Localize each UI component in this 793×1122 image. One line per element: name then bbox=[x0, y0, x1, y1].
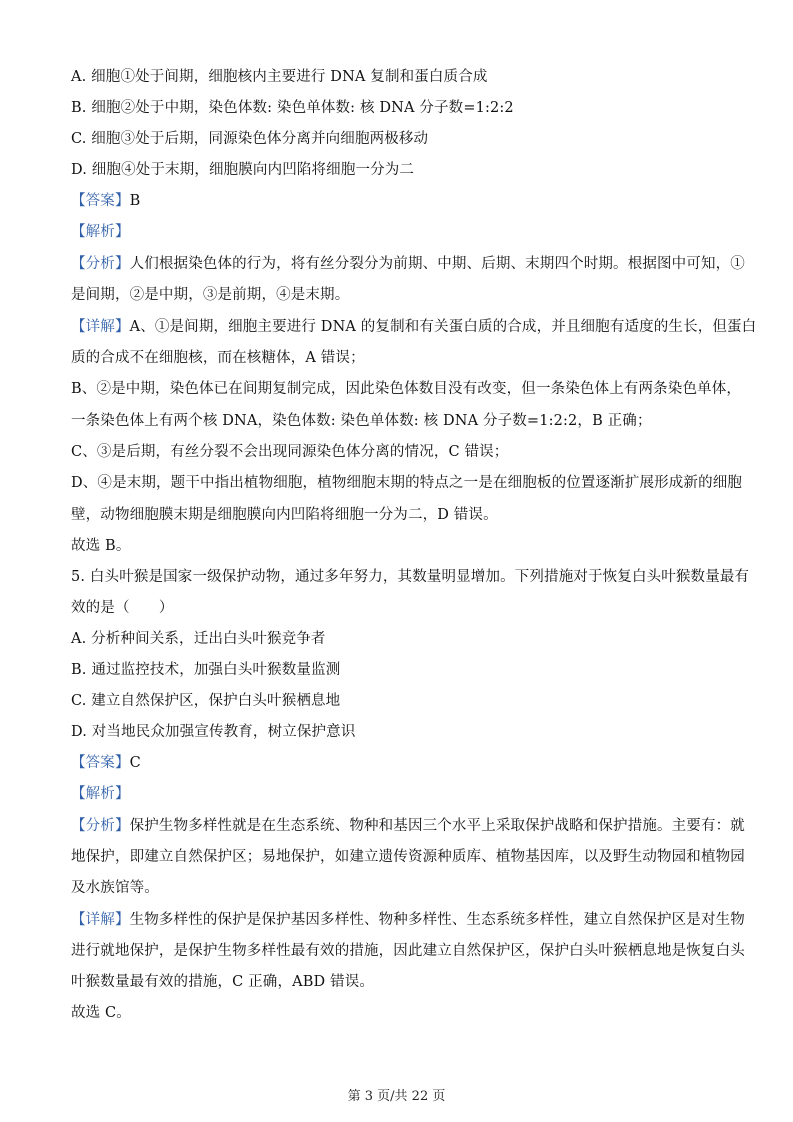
q4-xiangjie-line-7: 壁，动物细胞膜末期是细胞膜向内凹陷将细胞一分为二，D 错误。 bbox=[71, 507, 498, 523]
q5-answer-line bbox=[71, 753, 731, 773]
q4-xiangjie-line-1 bbox=[71, 317, 757, 337]
q4-analysis-line bbox=[71, 222, 731, 242]
q5-fenxi-line-3: 及水族馆等。 bbox=[71, 880, 159, 896]
q5-option-a: A. 分析种间关系，迁出白头叶猴竞争者 bbox=[71, 631, 326, 647]
page-number-footer: 第 3 页/共 22 页 bbox=[347, 1089, 446, 1104]
q4-option-d: D. 细胞④处于末期，细胞膜向内凹陷将细胞一分为二 bbox=[71, 162, 415, 178]
q5-option-b: B. 通过监控技术，加强白头叶猴数量监测 bbox=[71, 662, 341, 678]
q4-xiangjie-line-3: B、②是中期，染色体已在间期复制完成，因此染色体数目没有改变，但一条染色体上有两条染色单体， bbox=[71, 381, 742, 397]
q4-xiangjie-tag: 【详解】 bbox=[71, 319, 130, 335]
q4-answer-line bbox=[71, 191, 731, 211]
q5-xiangjie-line-3: 叶猴数量最有效的措施，C 正确，ABD 错误。 bbox=[71, 974, 375, 990]
q4-answer-tag: 【答案】 bbox=[71, 193, 130, 209]
q4-option-a: A. 细胞①处于间期，细胞核内主要进行 DNA 复制和蛋白质合成 bbox=[71, 69, 488, 85]
q4-xiangjie-text-1: A、①是间期，细胞主要进行 DNA 的复制和有关蛋白质的合成，并且细胞有适度的生长，但蛋白 bbox=[129, 319, 757, 335]
q4-fenxi-line-1 bbox=[71, 254, 745, 274]
q5-xiangjie-line-2: 进行就地保护，是保护生物多样性最有效的措施，因此建立自然保护区，保护白头叶猴栖息地是恢复白头 bbox=[71, 943, 745, 959]
q5-fenxi-line-1 bbox=[71, 816, 745, 836]
q5-stem-line-2: 效的是（ ） bbox=[71, 600, 174, 616]
q4-option-c: C. 细胞③处于后期，同源染色体分离并向细胞两极移动 bbox=[71, 131, 429, 147]
q4-conclusion: 故选 B。 bbox=[71, 538, 131, 554]
q5-answer-tag: 【答案】 bbox=[71, 755, 130, 771]
q5-option-c: C. 建立自然保护区，保护白头叶猴栖息地 bbox=[71, 693, 341, 709]
q4-xiangjie-line-5: C、③是后期，有丝分裂不会出现同源染色体分离的情况，C 错误； bbox=[71, 444, 509, 460]
q4-fenxi-line-2: 是间期，②是中期，③是前期，④是末期。 bbox=[71, 287, 350, 303]
q4-xiangjie-line-4: 一条染色体上有两个核 DNA，染色体数: 染色单体数: 核 DNA 分子数=1:2:2，B 正确； bbox=[71, 413, 652, 429]
q4-option-b: B. 细胞②处于中期，染色体数: 染色单体数: 核 DNA 分子数=1:2:2 bbox=[71, 100, 514, 116]
q5-fenxi-text-1: 保护生物多样性就是在生态系统、物种和基因三个水平上采取保护战略和保护措施。主要有：就 bbox=[129, 818, 745, 834]
q4-xiangjie-line-6: D、④是末期，题干中指出植物细胞，植物细胞末期的特点之一是在细胞板的位置逐渐扩展形成新的细胞 bbox=[71, 475, 743, 491]
q5-analysis-line bbox=[71, 784, 731, 804]
q5-analysis-tag: 【解析】 bbox=[71, 786, 130, 802]
q5-conclusion: 故选 C。 bbox=[71, 1005, 131, 1021]
q5-fenxi-line-2: 地保护，即建立自然保护区；易地保护，如建立遗传资源种质库、植物基因库，以及野生动物园和植物园 bbox=[71, 849, 745, 865]
q4-answer-value: B bbox=[129, 193, 141, 209]
q4-analysis-tag: 【解析】 bbox=[71, 224, 130, 240]
q4-fenxi-text-1: 人们根据染色体的行为，将有丝分裂分为前期、中期、后期、末期四个时期。根据图中可知，① bbox=[129, 256, 745, 272]
q4-xiangjie-line-2: 质的合成不在细胞核，而在核糖体，A 错误； bbox=[71, 350, 365, 366]
q5-xiangjie-tag: 【详解】 bbox=[71, 912, 130, 928]
q5-xiangjie-text-1: 生物多样性的保护是保护基因多样性、物种多样性、生态系统多样性，建立自然保护区是对生物 bbox=[129, 912, 745, 928]
q5-stem-line-1: 5. 白头叶猴是国家一级保护动物，通过多年努力，其数量明显增加。下列措施对于恢复白头叶猴数量最有 bbox=[71, 569, 750, 585]
q4-fenxi-tag: 【分析】 bbox=[71, 256, 130, 272]
q5-xiangjie-line-1 bbox=[71, 910, 745, 930]
q5-option-d: D. 对当地民众加强宣传教育，树立保护意识 bbox=[71, 724, 356, 740]
q5-answer-value: C bbox=[129, 755, 141, 771]
q5-fenxi-tag: 【分析】 bbox=[71, 818, 130, 834]
